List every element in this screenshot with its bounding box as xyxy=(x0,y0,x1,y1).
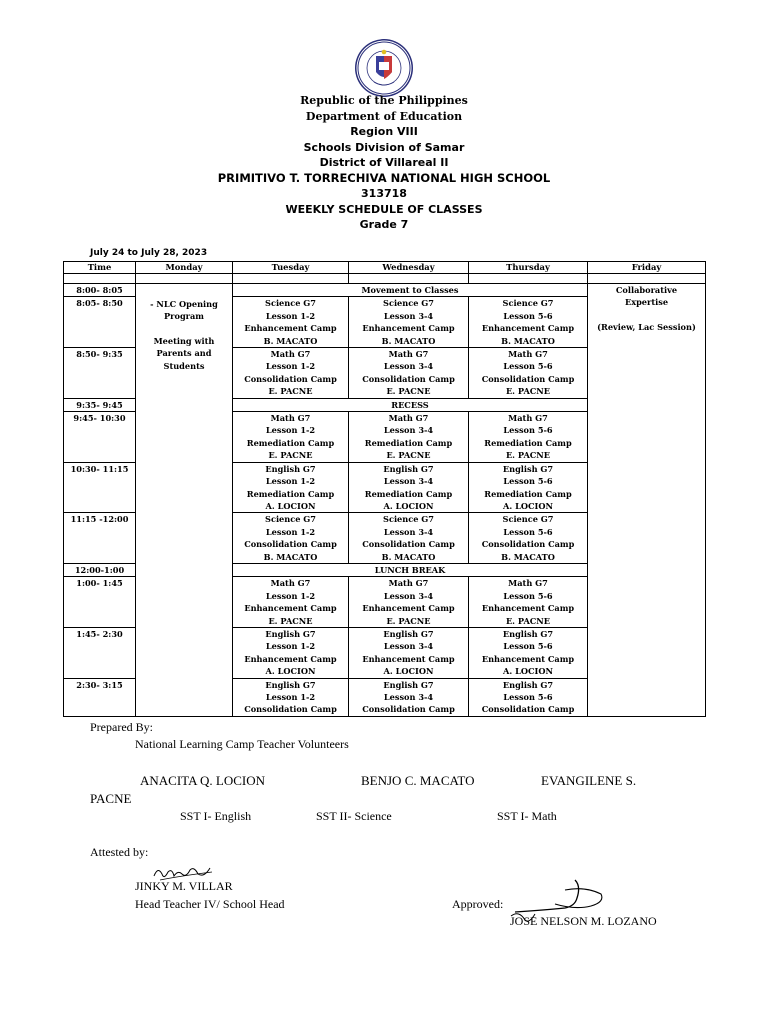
deped-seal-logo xyxy=(354,38,414,98)
teacher1-position: SST I- English xyxy=(180,809,252,823)
lesson-line: E. PACNE xyxy=(386,386,431,397)
lesson-line: A. LOCION xyxy=(503,500,553,511)
lesson-line: Enhancement Camp xyxy=(362,603,455,614)
lesson-line: Lesson 1-2 xyxy=(265,361,316,372)
monday-line: Students xyxy=(163,360,205,371)
header-school-id: 313718 xyxy=(361,187,407,200)
lesson-line: Math G7 xyxy=(388,413,429,424)
lesson-cell-thu xyxy=(469,513,588,564)
lesson-line: Science G7 xyxy=(383,514,434,525)
lesson-cell-wed xyxy=(349,577,469,628)
lesson-line: English G7 xyxy=(265,463,316,474)
lesson-line: Remediation Camp xyxy=(246,488,335,499)
friday-cell xyxy=(588,284,706,717)
lesson-line: Lesson 5-6 xyxy=(503,590,553,601)
monday-cell xyxy=(136,284,233,717)
lesson-line: Enhancement Camp xyxy=(481,603,575,614)
lesson-line: English G7 xyxy=(502,463,554,474)
lesson-line: Lesson 1-2 xyxy=(265,590,316,601)
col-header-tuesday: Tuesday xyxy=(233,262,349,274)
lesson-line: English G7 xyxy=(383,628,434,639)
lesson-line: Lesson 5-6 xyxy=(503,425,553,436)
lesson-line: E. PACNE xyxy=(386,450,431,461)
lesson-line: B. MACATO xyxy=(263,551,318,562)
col-header-wednesday: Wednesday xyxy=(349,262,469,274)
lesson-line: Lesson 5-6 xyxy=(503,361,553,372)
lesson-cell-thu xyxy=(469,348,588,399)
lesson-cell-tue xyxy=(233,412,349,463)
time-cell: 12:00-1:00 xyxy=(64,563,136,576)
lesson-line: Consolidation Camp xyxy=(244,704,337,715)
lesson-line: E. PACNE xyxy=(505,386,551,397)
time-cell: 11:15 -12:00 xyxy=(64,513,136,564)
teacher1-name: ANACITA Q. LOCION xyxy=(140,773,265,788)
lesson-cell-thu xyxy=(469,678,588,716)
attested-by-label: Attested by: xyxy=(90,845,149,859)
schedule-table xyxy=(63,261,706,717)
lesson-line: Enhancement Camp xyxy=(244,653,337,664)
lesson-line: Science G7 xyxy=(383,298,434,309)
time-cell: 8:00- 8:05 xyxy=(64,284,136,297)
lesson-line: English G7 xyxy=(383,463,434,474)
lesson-line: Consolidation Camp xyxy=(362,704,455,715)
monday-line: - NLC Opening xyxy=(150,299,218,309)
header-grade: Grade 7 xyxy=(359,218,409,231)
lesson-line: Science G7 xyxy=(265,298,316,309)
teacher3-name-cont: PACNE xyxy=(90,791,132,806)
monday-line: Program xyxy=(164,311,204,322)
lesson-line: Enhancement Camp xyxy=(244,323,337,334)
lesson-line: Lesson 3-4 xyxy=(383,692,434,702)
lesson-line: Lesson 5-6 xyxy=(503,476,553,487)
lesson-line: Math G7 xyxy=(270,413,311,424)
header-block xyxy=(0,93,768,233)
col-header-time: Time xyxy=(64,262,136,274)
lesson-line: Science G7 xyxy=(265,514,316,525)
header-republic: Republic of the Philippines xyxy=(300,94,468,107)
header-region: Region VIII xyxy=(350,125,418,138)
lesson-line: Consolidation Camp xyxy=(244,539,337,550)
recess-cell: RECESS xyxy=(233,398,588,411)
lesson-cell-tue xyxy=(233,627,349,678)
lesson-line: Consolidation Camp xyxy=(244,373,337,384)
lesson-line: Lesson 3-4 xyxy=(383,526,434,537)
lesson-line: Math G7 xyxy=(270,349,311,360)
lesson-cell-wed xyxy=(349,462,469,513)
header-school: PRIMITIVO T. TORRECHIVA NATIONAL HIGH SCHOOL xyxy=(217,170,551,185)
movement-cell: Movement to Classes xyxy=(233,284,588,297)
lunch-cell: LUNCH BREAK xyxy=(233,563,588,576)
lesson-line: Lesson 3-4 xyxy=(383,476,434,487)
table-header-row xyxy=(64,262,706,274)
lesson-line: A. LOCION xyxy=(503,666,553,677)
lesson-line: Remediation Camp xyxy=(364,488,453,499)
date-range: July 24 to July 28, 2023 xyxy=(90,248,208,258)
lesson-line: English G7 xyxy=(502,628,554,639)
lesson-line: Enhancement Camp xyxy=(481,323,575,334)
table-row xyxy=(64,284,706,297)
lesson-line: Science G7 xyxy=(502,514,554,525)
lesson-line: E. PACNE xyxy=(386,615,431,626)
approved-label: Approved: xyxy=(452,897,504,911)
lesson-line: B. MACATO xyxy=(501,335,555,346)
time-cell: 9:45- 10:30 xyxy=(64,412,136,463)
prepared-by-label: Prepared By: xyxy=(90,720,153,734)
lesson-line: Lesson 1-2 xyxy=(265,310,316,321)
lesson-line: Lesson 5-6 xyxy=(503,310,553,321)
lesson-cell-wed xyxy=(349,297,469,348)
lesson-line: Lesson 5-6 xyxy=(503,641,553,652)
col-header-friday: Friday xyxy=(588,262,706,274)
lesson-cell-tue xyxy=(233,577,349,628)
col-header-thursday: Thursday xyxy=(469,262,588,274)
monday-line: Parents and xyxy=(156,348,212,359)
lesson-line: English G7 xyxy=(383,679,434,690)
lesson-line: E. PACNE xyxy=(268,386,313,397)
lesson-line: B. MACATO xyxy=(263,335,318,346)
lesson-cell-wed xyxy=(349,678,469,716)
lesson-line: English G7 xyxy=(265,628,316,639)
lesson-cell-tue xyxy=(233,678,349,716)
lesson-line: Consolidation Camp xyxy=(481,704,575,715)
lesson-line: Lesson 3-4 xyxy=(383,641,434,652)
time-cell: 1:45- 2:30 xyxy=(64,627,136,678)
lesson-line: Enhancement Camp xyxy=(481,653,575,664)
lesson-line: English G7 xyxy=(502,679,554,690)
friday-line: Expertise xyxy=(624,297,669,308)
lesson-line: Math G7 xyxy=(508,349,548,360)
lesson-line: Lesson 1-2 xyxy=(265,641,316,652)
lesson-line: Lesson 5-6 xyxy=(503,526,553,537)
header-district: District of Villareal II xyxy=(319,156,449,169)
spacer-row xyxy=(64,274,706,284)
lesson-line: Enhancement Camp xyxy=(362,653,455,664)
lesson-line: Lesson 1-2 xyxy=(265,476,316,487)
lesson-cell-tue xyxy=(233,513,349,564)
header-division: Schools Division of Samar xyxy=(303,140,465,154)
approver-name: JOSE NELSON M. LOZANO xyxy=(510,914,657,928)
lesson-line: Lesson 3-4 xyxy=(383,310,434,321)
lesson-line: Lesson 3-4 xyxy=(383,590,434,601)
lesson-line: A. LOCION xyxy=(265,666,316,677)
lesson-line: E. PACNE xyxy=(505,450,551,461)
lesson-line: Enhancement Camp xyxy=(244,603,337,614)
lesson-cell-thu xyxy=(469,577,588,628)
lesson-line: Remediation Camp xyxy=(484,437,572,448)
lesson-line: Consolidation Camp xyxy=(481,539,575,550)
lesson-line: Math G7 xyxy=(508,578,548,589)
lesson-line: A. LOCION xyxy=(265,500,316,511)
lesson-line: E. PACNE xyxy=(268,450,313,461)
lesson-line: English G7 xyxy=(265,679,316,690)
lesson-line: B. MACATO xyxy=(501,551,555,562)
lesson-line: A. LOCION xyxy=(383,666,434,677)
lesson-line: Remediation Camp xyxy=(364,437,453,448)
header-title: WEEKLY SCHEDULE OF CLASSES xyxy=(285,202,483,216)
friday-line: Collaborative xyxy=(615,285,678,295)
lesson-line: Lesson 3-4 xyxy=(383,425,434,436)
lesson-line: A. LOCION xyxy=(383,500,434,511)
lesson-line: Lesson 1-2 xyxy=(265,526,316,537)
time-cell: 8:50- 9:35 xyxy=(64,348,136,399)
volunteers-label: National Learning Camp Teacher Volunteers xyxy=(135,737,349,751)
friday-line: (Review, Lac Session) xyxy=(597,321,696,332)
lesson-line: Lesson 5-6 xyxy=(503,692,553,702)
lesson-line: Enhancement Camp xyxy=(362,323,455,334)
teacher2-position: SST II- Science xyxy=(316,809,392,823)
lesson-line: Math G7 xyxy=(508,413,548,424)
lesson-cell-thu xyxy=(469,297,588,348)
teacher3-position: SST I- Math xyxy=(497,809,557,823)
monday-line: Meeting with xyxy=(153,335,215,346)
lesson-line: E. PACNE xyxy=(505,615,551,626)
lesson-line: E. PACNE xyxy=(268,615,313,626)
lesson-line: Science G7 xyxy=(502,298,554,309)
lesson-line: Math G7 xyxy=(388,578,429,589)
header-department: Department of Education xyxy=(305,109,463,123)
time-cell: 10:30- 11:15 xyxy=(64,462,136,513)
time-cell: 8:05- 8:50 xyxy=(64,297,136,348)
time-cell: 9:35- 9:45 xyxy=(64,398,136,411)
lesson-line: Consolidation Camp xyxy=(362,373,455,384)
time-cell: 1:00- 1:45 xyxy=(64,577,136,628)
lesson-cell-wed xyxy=(349,348,469,399)
lesson-cell-tue xyxy=(233,462,349,513)
lesson-line: Remediation Camp xyxy=(246,437,335,448)
lesson-cell-thu xyxy=(469,627,588,678)
teacher2-name: BENJO C. MACATO xyxy=(361,773,475,788)
head-position: Head Teacher IV/ School Head xyxy=(135,897,285,911)
lesson-line: Lesson 1-2 xyxy=(265,692,316,702)
time-cell: 2:30- 3:15 xyxy=(64,678,136,716)
lesson-cell-thu xyxy=(469,412,588,463)
lesson-line: Lesson 3-4 xyxy=(383,361,434,372)
teacher3-name: EVANGILENE S. xyxy=(541,773,637,788)
lesson-cell-wed xyxy=(349,513,469,564)
lesson-line: Math G7 xyxy=(270,578,311,589)
lesson-cell-thu xyxy=(469,462,588,513)
lesson-line: B. MACATO xyxy=(381,551,436,562)
lesson-line: Lesson 1-2 xyxy=(265,425,316,436)
head-name: JINKY M. VILLAR xyxy=(135,879,233,893)
lesson-cell-wed xyxy=(349,627,469,678)
lesson-line: Consolidation Camp xyxy=(481,373,575,384)
lesson-line: B. MACATO xyxy=(381,335,436,346)
lesson-line: Consolidation Camp xyxy=(362,539,455,550)
lesson-cell-tue xyxy=(233,297,349,348)
lesson-cell-wed xyxy=(349,412,469,463)
col-header-monday: Monday xyxy=(136,262,233,274)
lesson-line: Math G7 xyxy=(388,349,429,360)
lesson-cell-tue xyxy=(233,348,349,399)
lesson-line: Remediation Camp xyxy=(484,488,572,499)
